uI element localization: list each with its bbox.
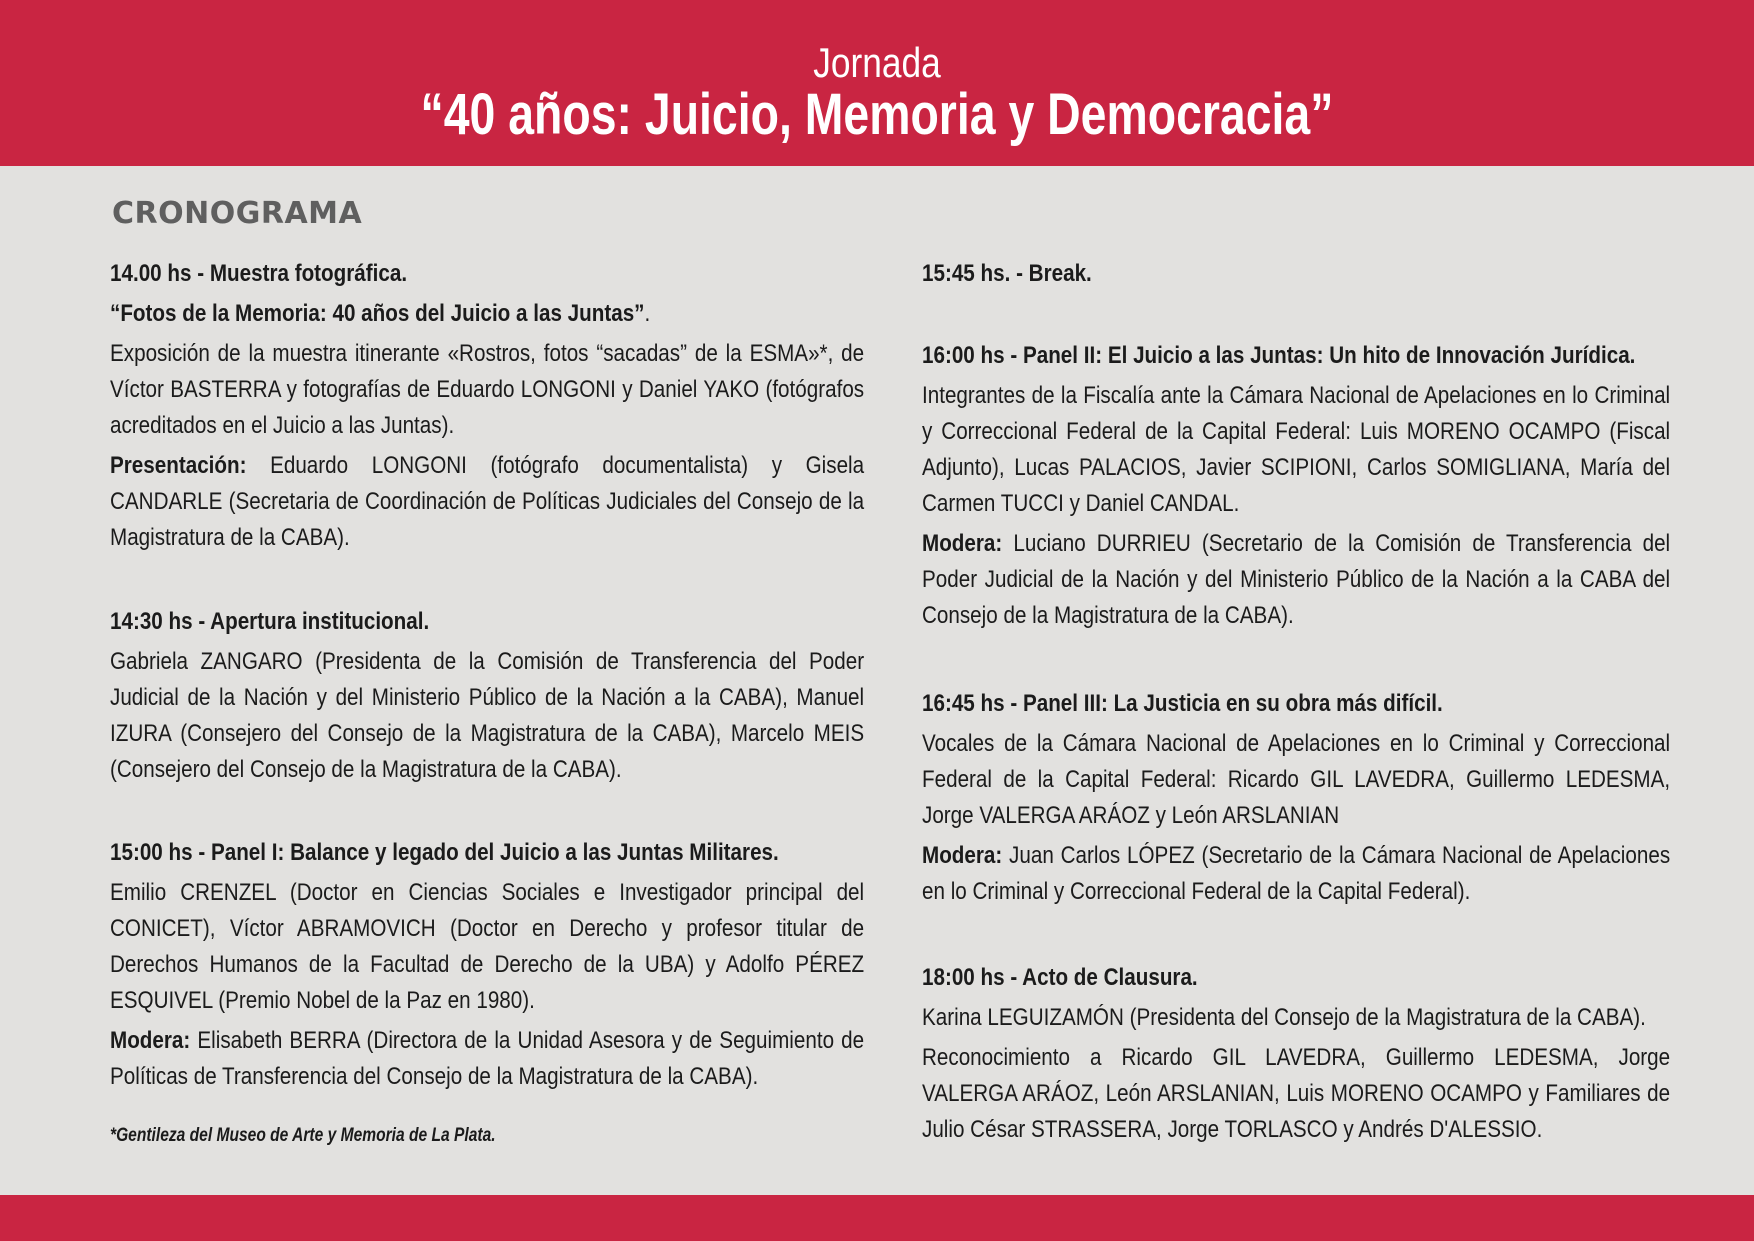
- schedule-item-body: Exposición de la muestra itinerante «Rostros, fotos “sacadas” de la ESMA»*, de Víctor BASTERRA y fotografías de Eduardo LONGONI y Daniel YAKO (fotógrafos acreditados en el Juicio a las Juntas).: [110, 340, 865, 439]
- presenters: Presentación: Eduardo LONGONI (fotógrafo documentalista) y Gisela CANDARLE (Secretaria de Coordinación de Políticas Judiciales del Consejo de la Magistratura de la CABA).: [110, 452, 865, 551]
- section-title: CRONOGRAMA: [112, 196, 363, 231]
- schedule-item-body: Vocales de la Cámara Nacional de Apelaciones en lo Criminal y Correccional Federal de la Capital Federal: Ricardo GIL LAVEDRA, Guillermo LEDESMA, Jorge VALERGA ARÁOZ y León ARSLANIAN: [922, 730, 1671, 829]
- schedule-item-closing: [922, 960, 1670, 1148]
- schedule-item-heading: 15:00 hs - Panel I: Balance y legado del Juicio a las Juntas Militares.: [110, 839, 779, 866]
- schedule-item-heading: 18:00 hs - Acto de Clausura.: [922, 964, 1198, 991]
- schedule-item-heading: 16:45 hs - Panel III: La Justicia en su obra más difícil.: [922, 690, 1443, 717]
- footnote: *Gentileza del Museo de Arte y Memoria de La Plata.: [110, 1125, 496, 1146]
- schedule-item-body: Emilio CRENZEL (Doctor en Ciencias Sociales e Investigador principal del CONICET), Víctor ABRAMOVICH (Doctor en Derecho y profesor titular de Derechos Humanos de la Facultad de Derecho de la UBA) y Adolfo PÉREZ ESQUIVEL (Premio Nobel de la Paz en 1980).: [110, 879, 865, 1014]
- schedule-item-body: Integrantes de la Fiscalía ante la Cámara Nacional de Apelaciones en lo Criminal y Correccional Federal de la Capital Federal: Luis MORENO OCAMPO (Fiscal Adjunto), Lucas PALACIOS, Javier SCIPIONI, Carlos SOMIGLIANA, María del Carmen TUCCI y Daniel CANDAL.: [922, 382, 1671, 517]
- header-banner: [0, 0, 1754, 166]
- schedule-item-break: [922, 256, 1670, 292]
- schedule-item-photo-exhibit: [110, 256, 864, 556]
- event-kicker: Jornada: [813, 39, 941, 86]
- exhibit-subtitle: “Fotos de la Memoria: 40 años del Juicio a las Juntas”.: [110, 300, 651, 327]
- schedule-item-panel-3: [922, 686, 1670, 910]
- schedule-item-heading: 16:00 hs - Panel II: El Juicio a las Juntas: Un hito de Innovación Jurídica.: [922, 342, 1636, 369]
- schedule-item-panel-2: [922, 338, 1670, 634]
- schedule-item-body: Reconocimiento a Ricardo GIL LAVEDRA, Guillermo LEDESMA, Jorge VALERGA ARÁOZ, León ARSLANIAN, Luis MORENO OCAMPO y Familiares de Julio César STRASSERA, Jorge TORLASCO y Andrés D'ALESSIO.: [922, 1044, 1671, 1143]
- moderator: Modera: Juan Carlos LÓPEZ (Secretario de la Cámara Nacional de Apelaciones en lo Criminal y Correccional Federal de la Capital Federal).: [922, 842, 1671, 905]
- event-title: “40 años: Juicio, Memoria y Democracia”: [420, 82, 1334, 147]
- schedule-item-heading: 14:30 hs - Apertura institucional.: [110, 608, 430, 635]
- moderator: Modera: Luciano DURRIEU (Secretario de la Comisión de Transferencia del Poder Judicial de la Nación y del Ministerio Público de la Nación a la CABA del Consejo de la Magistratura de la CABA).: [922, 530, 1671, 629]
- schedule-item-heading: 14.00 hs - Muestra fotográfica.: [110, 260, 408, 287]
- footer-bar: [0, 1195, 1754, 1241]
- moderator: Modera: Elisabeth BERRA (Directora de la Unidad Asesora y de Seguimiento de Políticas de Transferencia del Consejo de la Magistratura de la CABA).: [110, 1027, 865, 1090]
- schedule-item-body: Karina LEGUIZAMÓN (Presidenta del Consejo de la Magistratura de la CABA).: [922, 1004, 1646, 1031]
- schedule-item-opening: [110, 604, 864, 788]
- schedule-item-heading: 15:45 hs. - Break.: [922, 260, 1092, 287]
- schedule-item-panel-1: [110, 835, 864, 1095]
- schedule-item-body: Gabriela ZANGARO (Presidenta de la Comisión de Transferencia del Poder Judicial de la Nación y del Ministerio Público de la Nación a la CABA), Manuel IZURA (Consejero del Consejo de la Magistratura de la CABA), Marcelo MEIS (Consejero del Consejo de la Magistratura de la CABA).: [110, 648, 865, 783]
